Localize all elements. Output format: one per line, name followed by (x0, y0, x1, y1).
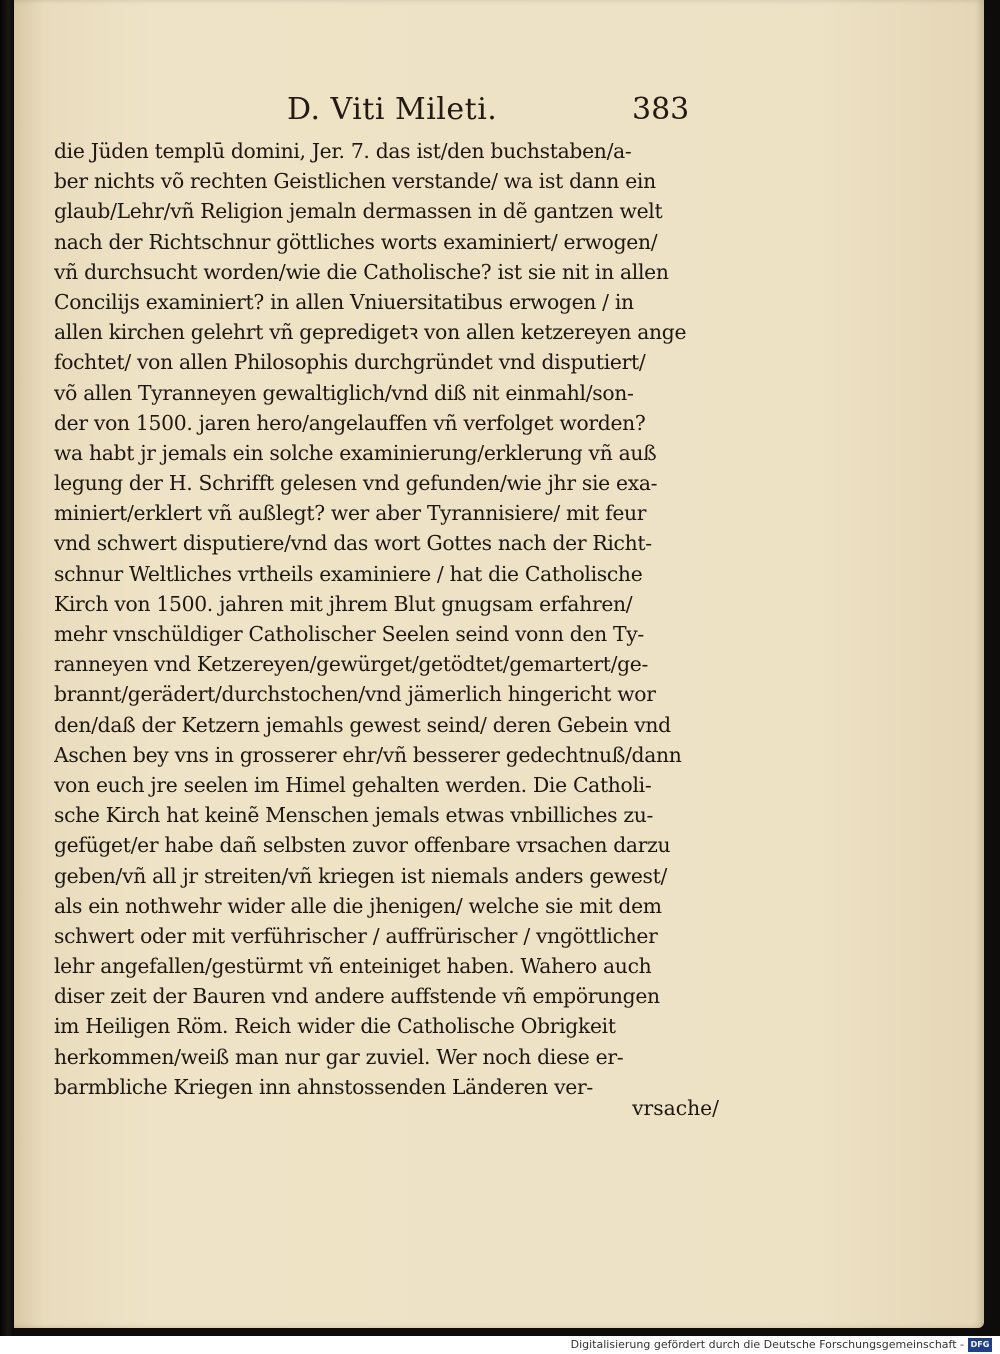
text-line: im Heiligen Röm. Reich wider die Catholische Obrigkeit (54, 1014, 616, 1039)
text-line: glaub/Lehr/vñ Religion jemaln dermassen in dẽ gantzen welt (54, 199, 663, 224)
text-line: sche Kirch hat keinẽ Menschen jemals etwas vnbilliches zu- (54, 803, 654, 828)
dfg-logo-icon: DFG (968, 1338, 992, 1352)
text-line: allen kirchen gelehrt vñ gepredigetꝛ von allen ketzereyen ange (54, 320, 687, 345)
book-page (14, 0, 984, 1328)
text-line: den/daß der Ketzern jemahls gewest seind/ deren Gebein vnd (54, 712, 671, 737)
text-line: barmbliche Kriegen inn ahnstossenden Länderen ver- (54, 1074, 593, 1099)
text-line: gefüget/er habe dañ selbsten zuvor offenbare vrsachen darzu (54, 833, 671, 858)
text-line: Kirch von 1500. jahren mit jhrem Blut gnugsam erfahren/ (54, 591, 633, 616)
text-line: ranneyen vnd Ketzereyen/gewürget/getödtet/gemartert/ge- (54, 652, 649, 677)
body-text (54, 136, 719, 1102)
catchword: vrsache/ (632, 1096, 719, 1120)
text-line: schwert oder mit verführischer / auffrürischer / vngöttlicher (54, 923, 658, 948)
text-line: schnur Weltliches vrtheils examiniere / hat die Catholische (54, 561, 643, 586)
text-line: die Jüden templū domini, Jer. 7. das ist/den buchstaben/a- (54, 139, 632, 163)
text-line: fochtet/ von allen Philosophis durchgründet vnd disputiert/ (54, 350, 646, 375)
text-line: ber nichts võ rechten Geistlichen verstande/ wa ist dann ein (54, 169, 656, 194)
text-line: võ allen Tyranneyen gewaltiglich/vnd diß nit einmahl/son- (54, 380, 634, 405)
page-number: 383 (632, 92, 690, 127)
text-line: legung der H. Schrifft gelesen vnd gefunden/wie jhr sie exa- (54, 471, 658, 496)
text-line: vnd schwert disputiere/vnd das wort Gottes nach der Richt- (54, 531, 652, 556)
text-line: von euch jre seelen im Himel gehalten werden. Die Catholi- (54, 772, 652, 797)
text-line: Concilijs examiniert? in allen Vniuersitatibus erwogen / in (54, 289, 634, 314)
text-line: herkommen/weiß man nur gar zuviel. Wer noch diese er- (54, 1044, 624, 1069)
text-line: mehr vnschüldiger Catholischer Seelen seind vonn den Ty- (54, 622, 644, 646)
text-line: lehr angefallen/gestürmt vñ enteiniget haben. Wahero auch (54, 954, 652, 979)
text-line: als ein nothwehr wider alle die jhenigen/ welche sie mit dem (54, 893, 662, 918)
footer-bar (0, 1336, 1000, 1354)
text-line: vñ durchsucht worden/wie die Catholische? ist sie nit in allen (54, 259, 669, 284)
book-spine-shadow (0, 0, 14, 1336)
running-head: D. Viti Mileti. (287, 92, 498, 127)
text-line: miniert/erklert vñ außlegt? wer aber Tyrannisiere/ mit feur (54, 501, 647, 526)
text-line: brannt/gerädert/durchstochen/vnd jämerlich hingericht wor (54, 682, 656, 707)
text-line: der von 1500. jaren hero/angelauffen vñ verfolget worden? (54, 410, 646, 435)
funding-credit: Digitalisierung gefördert durch die Deutsche Forschungsgemeinschaft - (570, 1338, 964, 1351)
text-line: diser zeit der Bauren vnd andere auffstende vñ empörungen (54, 984, 660, 1009)
text-line: Aschen bey vns in grosserer ehr/vñ besserer gedechtnuß/dann (54, 742, 682, 767)
text-line: nach der Richtschnur göttliches worts examiniert/ erwogen/ (54, 229, 658, 254)
text-line: wa habt jr jemals ein solche examinierung/erklerung vñ auß (54, 440, 657, 465)
page-header (14, 92, 984, 132)
text-line: geben/vñ all jr streiten/vñ kriegen ist niemals anders gewest/ (54, 863, 668, 888)
